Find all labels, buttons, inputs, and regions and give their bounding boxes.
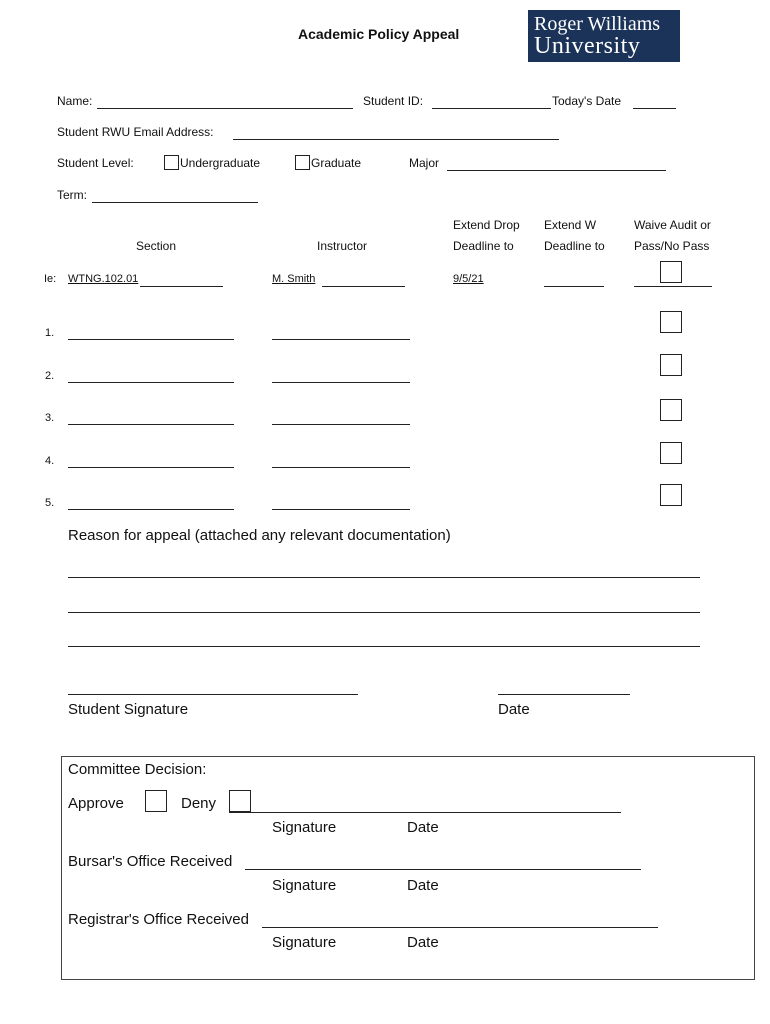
row-number: 3. (45, 412, 55, 424)
undergraduate-label: Undergraduate (180, 156, 261, 170)
example-prefix: Ie: (44, 273, 57, 285)
row-3-section-field[interactable] (68, 424, 234, 425)
row-1-instructor-field[interactable] (272, 339, 410, 340)
waive-header-2: Pass/No Pass (634, 239, 710, 253)
row-2-section-field[interactable] (68, 382, 234, 383)
name-field[interactable] (97, 108, 353, 109)
term-field[interactable] (92, 202, 258, 203)
example-instructor-line (322, 286, 405, 287)
example-extend-drop: 9/5/21 (453, 273, 484, 285)
committee-signature-field[interactable] (229, 812, 621, 813)
example-waive-checkbox[interactable] (660, 261, 682, 283)
row-4-instructor-field[interactable] (272, 467, 410, 468)
term-label: Term: (57, 188, 87, 202)
student-signature-label: Student Signature (68, 701, 189, 718)
row-2-instructor-field[interactable] (272, 382, 410, 383)
committee-decision-title: Committee Decision: (68, 761, 207, 778)
row-5-instructor-field[interactable] (272, 509, 410, 510)
waive-header-1: Waive Audit or (634, 218, 711, 232)
reason-line-3[interactable] (68, 646, 700, 647)
graduate-label: Graduate (311, 156, 362, 170)
logo-line-2: University (534, 33, 641, 59)
email-label: Student RWU Email Address: (57, 125, 214, 139)
logo-line-1: Roger Williams (534, 13, 661, 35)
committee-signature-label: Signature (272, 819, 337, 836)
registrar-date-label: Date (407, 934, 439, 951)
university-logo (528, 10, 680, 62)
student-level-label: Student Level: (57, 156, 134, 170)
student-id-label: Student ID: (363, 94, 424, 108)
committee-date-label: Date (407, 819, 439, 836)
example-waive-line (634, 286, 712, 287)
bursar-signature-field[interactable] (245, 869, 641, 870)
registrar-signature-field[interactable] (262, 927, 658, 928)
undergraduate-checkbox[interactable] (164, 155, 179, 170)
major-field[interactable] (447, 170, 666, 171)
extend-w-header-1: Extend W (544, 218, 597, 232)
section-column-header: Section (136, 239, 177, 253)
row-3-instructor-field[interactable] (272, 424, 410, 425)
bursar-label: Bursar's Office Received (68, 853, 233, 870)
row-number: 4. (45, 455, 55, 467)
student-signature-field[interactable] (68, 694, 358, 695)
row-1-waive-checkbox[interactable] (660, 311, 682, 333)
row-1-section-field[interactable] (68, 339, 234, 340)
name-label: Name: (57, 94, 93, 108)
example-section: WTNG.102.01 (68, 273, 139, 285)
student-id-field[interactable] (432, 108, 551, 109)
todays-date-field[interactable] (633, 108, 676, 109)
instructor-column-header: Instructor (317, 239, 368, 253)
signature-date-field[interactable] (498, 694, 630, 695)
approve-checkbox[interactable] (145, 790, 167, 812)
bursar-date-label: Date (407, 877, 439, 894)
row-4-section-field[interactable] (68, 467, 234, 468)
row-number: 2. (45, 370, 55, 382)
major-label: Major (409, 156, 440, 170)
row-3-waive-checkbox[interactable] (660, 399, 682, 421)
reason-label: Reason for appeal (attached any relevant documentation) (68, 527, 451, 544)
row-2-waive-checkbox[interactable] (660, 354, 682, 376)
deny-label: Deny (181, 795, 217, 812)
signature-date-label: Date (498, 701, 530, 718)
extend-drop-header-2: Deadline to (453, 239, 514, 253)
row-number: 5. (45, 497, 55, 509)
registrar-label: Registrar's Office Received (68, 911, 249, 928)
example-section-line (140, 286, 223, 287)
example-instructor: M. Smith (272, 273, 316, 285)
extend-w-header-2: Deadline to (544, 239, 605, 253)
reason-line-2[interactable] (68, 612, 700, 613)
todays-date-label: Today's Date (552, 94, 621, 108)
row-5-waive-checkbox[interactable] (660, 484, 682, 506)
row-4-waive-checkbox[interactable] (660, 442, 682, 464)
example-extend-w-line (544, 286, 604, 287)
bursar-signature-label: Signature (272, 877, 337, 894)
graduate-checkbox[interactable] (295, 155, 310, 170)
approve-label: Approve (68, 795, 124, 812)
extend-drop-header-1: Extend Drop (453, 218, 520, 232)
row-5-section-field[interactable] (68, 509, 234, 510)
email-field[interactable] (233, 139, 559, 140)
form-title: Academic Policy Appeal (298, 26, 460, 42)
row-number: 1. (45, 327, 55, 339)
registrar-signature-label: Signature (272, 934, 337, 951)
deny-checkbox[interactable] (229, 790, 251, 812)
reason-line-1[interactable] (68, 577, 700, 578)
